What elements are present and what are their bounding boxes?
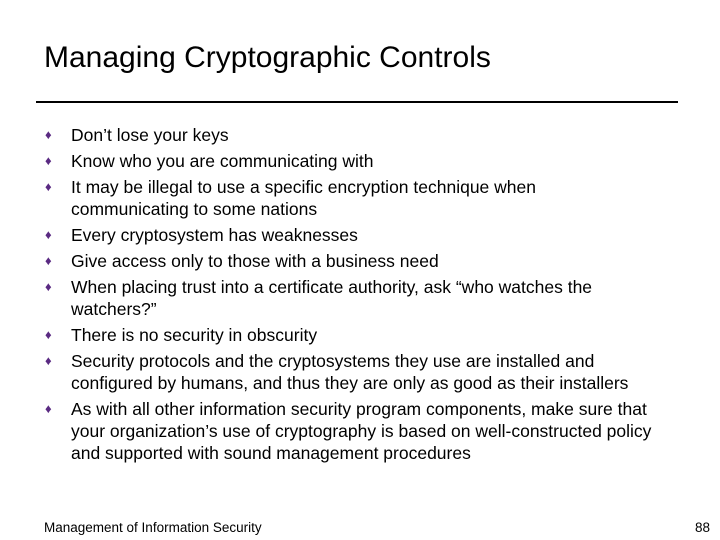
bullet-text: As with all other information security program components, make sure that your organization’s use of cryptography is based on well-constructed policy and supported with sound management procedures — [71, 399, 652, 463]
bullet-item — [44, 176, 684, 220]
bullet-text: Every cryptosystem has weaknesses — [71, 225, 358, 245]
diamond-bullet-icon: ♦ — [45, 327, 52, 342]
page-number: 88 — [694, 520, 710, 535]
bullet-list — [44, 124, 684, 468]
bullet-item — [44, 124, 684, 146]
slide-title: Managing Cryptographic Controls — [44, 41, 491, 74]
diamond-bullet-icon: ♦ — [45, 153, 52, 168]
bullet-text: Give access only to those with a business need — [71, 251, 439, 271]
footer-source: Management of Information Security — [44, 520, 262, 535]
diamond-bullet-icon: ♦ — [45, 227, 52, 242]
diamond-bullet-icon: ♦ — [45, 279, 52, 294]
title-underline — [36, 101, 678, 103]
diamond-bullet-icon: ♦ — [45, 401, 52, 416]
bullet-text: When placing trust into a certificate authority, ask “who watches the watchers?” — [71, 277, 593, 319]
bullet-item — [44, 276, 684, 320]
bullet-text: It may be illegal to use a specific encryption technique when communicating to some nations — [71, 177, 536, 219]
diamond-bullet-icon: ♦ — [45, 353, 52, 368]
bullet-item — [44, 324, 684, 346]
diamond-bullet-icon: ♦ — [45, 179, 52, 194]
bullet-item — [44, 224, 684, 246]
diamond-bullet-icon: ♦ — [45, 253, 52, 268]
bullet-item — [44, 150, 684, 172]
bullet-item — [44, 350, 684, 394]
diamond-bullet-icon: ♦ — [45, 127, 52, 142]
bullet-text: Don’t lose your keys — [71, 125, 229, 145]
bullet-item — [44, 398, 684, 464]
bullet-text: There is no security in obscurity — [71, 325, 318, 345]
bullet-item — [44, 250, 684, 272]
bullet-text: Security protocols and the cryptosystems they use are installed and configured by humans, and thus they are only as good as their installers — [71, 351, 629, 393]
bullet-text: Know who you are communicating with — [71, 151, 374, 171]
